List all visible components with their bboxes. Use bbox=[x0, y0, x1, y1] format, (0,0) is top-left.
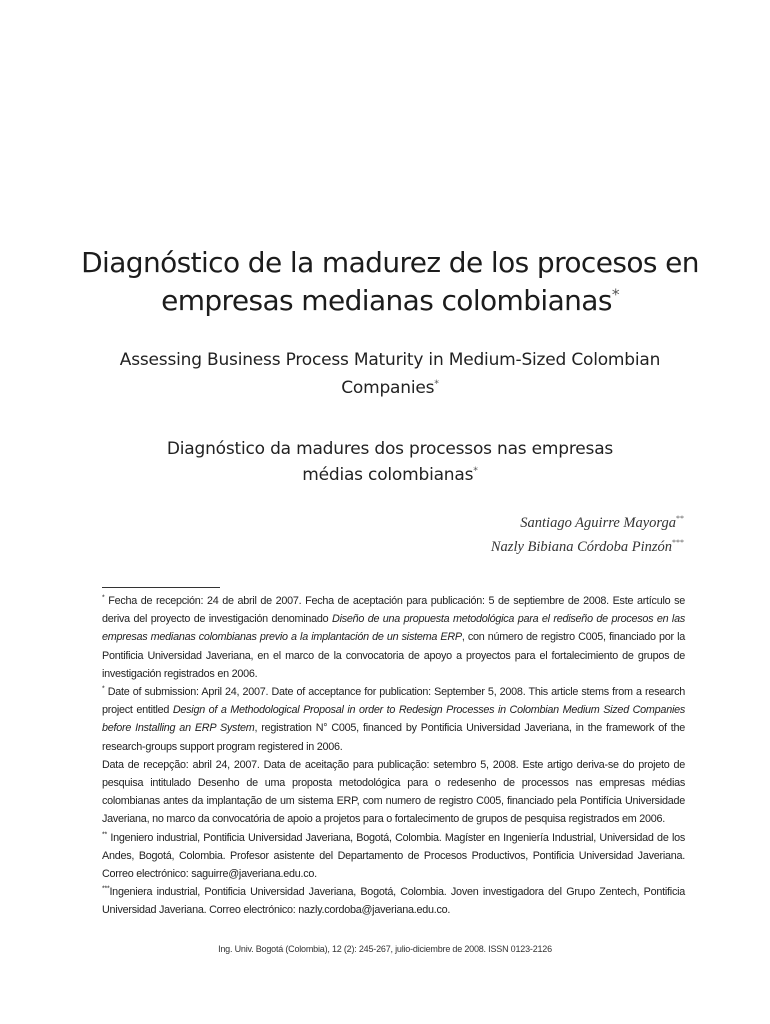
footnote-english-project-title: Design of a Methodological Proposal in order to Redesign Processes in Colombian Medium Sized Companies before Installing an ERP System bbox=[102, 704, 685, 735]
footnote-author-1 bbox=[102, 829, 685, 884]
footnote-spanish-text-a: Fecha de recepción: 24 de abril de 2007. Fecha de aceptación para publicación: 5 de septiembre de 2008. Este artículo se deriva del proyecto de investigación denominado bbox=[102, 595, 685, 626]
title-spanish bbox=[60, 244, 720, 320]
title-spanish-line-1: Diagnóstico de la madurez de los procesos en bbox=[81, 246, 699, 279]
author-list bbox=[491, 511, 684, 559]
footnote-author-1-text: Ingeniero industrial, Pontificia Universidad Javeriana, Bogotá, Colombia. Magíster en Ingeniería Industrial, Universidad de los Andes, Bogotá, Colombia. Profesor asistente del Departamento de Procesos Productivos, Pontificia Universidad Javeriana. Correo electrónico: saguirre@javeriana.edu.co. bbox=[102, 831, 685, 881]
title-english bbox=[100, 346, 680, 402]
author-2-mark: *** bbox=[672, 538, 684, 548]
footnote-author-2 bbox=[102, 883, 685, 919]
author-1-name: Santiago Aguirre Mayorga bbox=[520, 515, 676, 531]
title-english-footnote-mark: * bbox=[434, 378, 439, 390]
title-spanish-footnote-mark: * bbox=[611, 285, 619, 304]
title-spanish-line-2 bbox=[60, 282, 720, 320]
footnote-spanish-mark: * bbox=[102, 594, 105, 602]
footnote-spanish-project-title: Diseño de una propuesta metodológica para el rediseño de procesos en las empresas medianas colombianas previo a la implantación de un sistema ERP bbox=[102, 613, 685, 644]
author-1 bbox=[491, 511, 684, 535]
title-portuguese-line-2 bbox=[140, 462, 640, 488]
footnotes bbox=[102, 592, 685, 920]
footnote-portuguese: Data de recepção: abril 24, 2007. Data de aceitação para publicação: setembro 5, 2008. Este artigo deriva-se do projeto de pesquisa intitulado Desenho de uma proposta metodológica para o redesenho de processos nas empresas médias colombianas antes da implantação de um sistema ERP, com numero de registro C005, financiado pela Pontifícia Universidade Javeriana, no marco da convocatória de apoio a projetos para o fortalecimento de grupos de pesquisa registrados em 2006. bbox=[102, 758, 685, 826]
title-portuguese-footnote-mark: * bbox=[473, 465, 478, 477]
footnote-spanish-text-b: , con número de registro C005, financiado por la Pontificia Universidad Javeriana, en el marco de la convocatoria de apoyo a proyectos para el fortalecimiento de grupos de investigación registrados en 2006. bbox=[102, 631, 686, 680]
title-portuguese-line-2-text: médias colombianas bbox=[302, 465, 474, 485]
footnote-english bbox=[102, 683, 685, 756]
running-footer: Ing. Univ. Bogotá (Colombia), 12 (2): 245-267, julio-diciembre de 2008. ISSN 0123-2126 bbox=[218, 944, 552, 954]
footnote-spanish bbox=[102, 592, 685, 683]
title-english-line-2-text: Companies bbox=[341, 378, 435, 398]
footnote-divider bbox=[102, 587, 220, 588]
footnote-author-2-mark: *** bbox=[102, 885, 110, 893]
title-spanish-line-2-text: empresas medianas colombianas bbox=[161, 284, 612, 317]
footnote-author-1-mark: ** bbox=[102, 831, 107, 839]
author-1-mark: ** bbox=[676, 514, 684, 524]
title-portuguese bbox=[140, 436, 640, 488]
author-2 bbox=[491, 535, 684, 559]
footnote-english-text-b: , registration N° C005, financed by Pontificia Universidad Javeriana, in the framework of the research-groups support program registered in 2006. bbox=[102, 722, 686, 753]
footnote-english-mark: * bbox=[102, 685, 105, 693]
title-english-line-1: Assessing Business Process Maturity in Medium-Sized Colombian bbox=[119, 350, 661, 370]
footnote-english-text-a: Date of submission: April 24, 2007. Date of acceptance for publication: September 5, 2008. This article stems from a research project entitled bbox=[102, 686, 685, 717]
author-2-name: Nazly Bibiana Córdoba Pinzón bbox=[490, 539, 672, 555]
footnote-author-2-text: Ingeniera industrial, Pontificia Universidad Javeriana, Bogotá, Colombia. Joven investigadora del Grupo Zentech, Pontificia Universidad Javeriana. Correo electrónico: nazly.cordoba@javeriana.edu.co. bbox=[102, 886, 685, 917]
title-english-line-2 bbox=[100, 374, 680, 402]
title-portuguese-line-1: Diagnóstico da madures dos processos nas empresas bbox=[166, 439, 614, 459]
